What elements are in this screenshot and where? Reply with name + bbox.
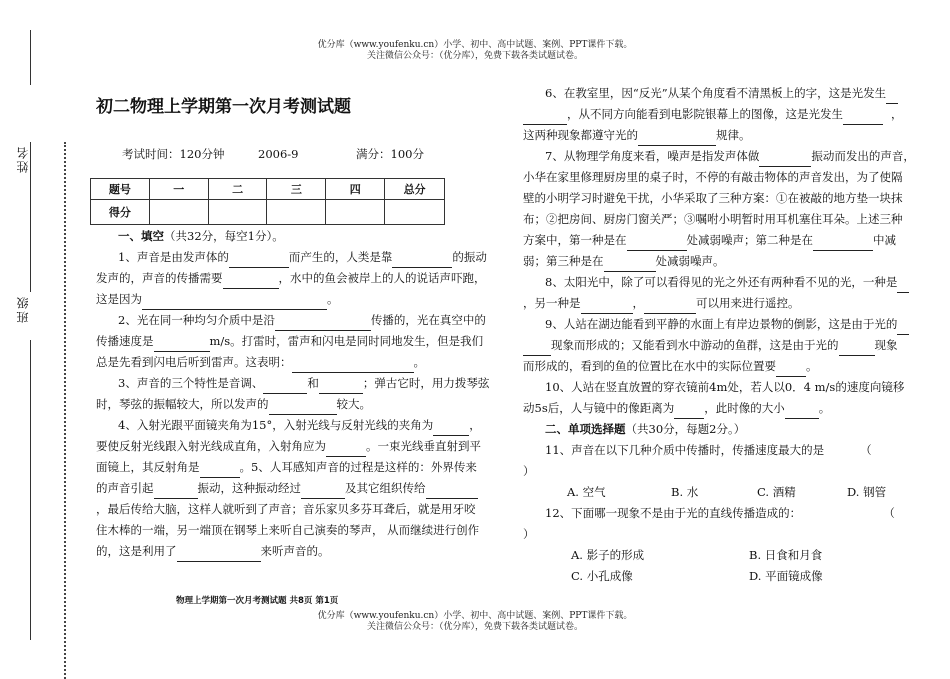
bottom-banner-line2: 关注微信公众号：（优分库），免费下载各类试题试卷。 bbox=[366, 622, 583, 632]
blank[interactable] bbox=[154, 484, 198, 499]
blank[interactable] bbox=[269, 400, 337, 415]
exam-title: 初二物理上学期第一次月考测试题 bbox=[96, 97, 351, 117]
blank[interactable] bbox=[319, 379, 363, 394]
score-header-cell: 总分 bbox=[385, 179, 445, 200]
question-1: 1、声音是由发声体的 而产生的，人类是靠 的振动 bbox=[96, 247, 486, 268]
score-header-cell: 四 bbox=[326, 179, 385, 200]
question-2: 2、光在同一种均匀介质中是沿 传播的，光在真空中的 bbox=[96, 310, 486, 331]
score-table-score-row bbox=[91, 200, 445, 225]
exam-date: 2006-9 bbox=[258, 147, 299, 161]
blank[interactable] bbox=[523, 341, 551, 356]
top-banner bbox=[0, 40, 950, 62]
blank[interactable] bbox=[326, 442, 366, 457]
question-12: 12、下面哪一现象不是由于光的直线传播造成的： （ bbox=[545, 506, 895, 520]
question-6: 6、在教室里，因“反光”从某个角度看不清黑板上的字，这是光发生 bbox=[523, 83, 918, 104]
blank[interactable] bbox=[843, 110, 883, 125]
top-banner-line1: 优分库（www.youfenku.cn）小学、初中、高中试题、案例、PPT课件下载。 bbox=[317, 40, 633, 50]
blank[interactable] bbox=[785, 404, 819, 419]
exam-time: 考试时间：120分钟 bbox=[122, 147, 225, 161]
section2-heading: 二、单项选择题（共30分，每题2分。） bbox=[545, 422, 746, 436]
q11-option-b[interactable]: B. 水 bbox=[671, 485, 699, 499]
blank[interactable] bbox=[223, 274, 279, 289]
blank[interactable] bbox=[263, 379, 307, 394]
score-header-cell: 三 bbox=[267, 179, 326, 200]
blank[interactable] bbox=[759, 152, 811, 167]
q11-option-a[interactable]: A. 空气 bbox=[567, 485, 606, 499]
q11-option-d[interactable]: D. 钢管 bbox=[847, 485, 887, 499]
exam-full-score: 满分：100分 bbox=[356, 147, 424, 161]
blank[interactable] bbox=[813, 236, 873, 251]
name-label: 姓名 bbox=[16, 145, 30, 173]
blank[interactable] bbox=[604, 257, 656, 272]
score-table bbox=[90, 178, 445, 225]
blank[interactable] bbox=[523, 110, 567, 125]
question-9: 9、人站在湖边能看到平静的水面上有岸边景物的倒影，这是由于光的 bbox=[523, 314, 918, 335]
q12-option-a[interactable]: A. 影子的形成 bbox=[571, 548, 645, 562]
blank[interactable] bbox=[229, 253, 289, 268]
binding-dotted-line bbox=[64, 142, 66, 679]
section1-heading: 一、填空（共32分，每空1分）。 bbox=[118, 229, 284, 243]
page-footer: 物理上学期第一次月考测试题 共8页 第1页 bbox=[176, 596, 339, 606]
right-column: 6、在教室里，因“反光”从某个角度看不清黑板上的字，这是光发生 ，从不同方向能看到电影院银幕上的图像，这是光发生 ， 这两种现象都遵守光的 规律。 7、从物理学角度来看，噪声是指发声体做 振动而发出的声音， 小华在家里修理厨房里的桌子时，不停的有敲击物体的声音发出，为了使隔 壁的小明学习时避免干扰，小华采取了三种方案：①在被敲的地方垫一块抹 布；②把房间、厨房门窗关严；③嘱咐小明暂时用耳机塞住耳朵。上述三种 方案中，第一种是在 处减弱噪声；第二种是在 中减 弱；第三种是在 处减弱噪声。 8、太阳光中，除了可以看得见的光之外还有两种看不见的光，一种是 ，另一种是 ， 可以用来进行遥控。 9、人站在湖边能看到平静的水面上有岸边景物的倒影，这是由于光的 现象而形成的；又能看到水中游动的鱼群，这是由于光的 现象 而形成的，看到的鱼的位置比在水中的实际位置要 。 10、人站在竖直放置的穿衣镜前4m处，若人以0．4 m/s的速度向镜移 动5s后，人与镜中的像距离为 ，此时像的大小 。 二、单项选择题（共30分，每题2分。） 11、声音在以下几种介质中传播时，传播速度最大的是 （ ） A. 空气 B. 水 C. 酒精 D. 钢管 12、下面哪一现象不是由于光的直线传播造成的： （ ） A. 影子的形成 B. 日食和月食 C. 小孔成像 D. 平面镜成像 bbox=[523, 83, 918, 587]
q12-options-row1 bbox=[523, 545, 918, 566]
blank[interactable] bbox=[154, 337, 210, 352]
blank[interactable] bbox=[292, 358, 414, 373]
blank[interactable] bbox=[301, 484, 345, 499]
blank[interactable] bbox=[886, 89, 898, 104]
question-11: 11、声音在以下几种介质中传播时，传播速度最大的是 （ bbox=[545, 443, 872, 457]
blank[interactable] bbox=[644, 299, 696, 314]
blank[interactable] bbox=[638, 131, 716, 146]
blank[interactable] bbox=[897, 320, 909, 335]
blank[interactable] bbox=[275, 316, 371, 331]
class-label: 班级 bbox=[16, 295, 30, 323]
blank[interactable] bbox=[581, 299, 633, 314]
score-cell[interactable] bbox=[267, 200, 326, 225]
blank[interactable] bbox=[776, 362, 806, 377]
score-table-header-row bbox=[91, 179, 445, 200]
question-7: 7、从物理学角度来看，噪声是指发声体做 振动而发出的声音， bbox=[523, 146, 918, 167]
question-4: 4、入射光跟平面镜夹角为15°，入射光线与反射光线的夹角为 ， bbox=[96, 415, 486, 436]
score-header-cell: 一 bbox=[149, 179, 208, 200]
blank[interactable] bbox=[627, 236, 687, 251]
binding-line-top bbox=[30, 30, 31, 85]
score-header-cell: 题号 bbox=[91, 179, 150, 200]
question-8: 8、太阳光中，除了可以看得见的光之外还有两种看不见的光，一种是 bbox=[523, 272, 918, 293]
score-row-label: 得分 bbox=[91, 200, 150, 225]
score-cell[interactable] bbox=[326, 200, 385, 225]
score-cell[interactable] bbox=[149, 200, 208, 225]
bottom-banner-line1: 优分库（www.youfenku.cn）小学、初中、高中试题、案例、PPT课件下载。 bbox=[317, 611, 633, 621]
q12-option-c[interactable]: C. 小孔成像 bbox=[571, 569, 633, 583]
blank[interactable] bbox=[839, 341, 875, 356]
blank[interactable] bbox=[392, 253, 452, 268]
top-banner-line2: 关注微信公众号：（优分库），免费下载各类试题试卷。 bbox=[366, 51, 583, 61]
blank[interactable] bbox=[897, 278, 909, 293]
blank[interactable] bbox=[142, 295, 327, 310]
score-cell[interactable] bbox=[208, 200, 267, 225]
left-column: 一、填空（共32分，每空1分）。 1、声音是由发声体的 而产生的，人类是靠 的振动 发声的，声音的传播需要 ，水中的鱼会被岸上的人的说话声吓跑， 这是因为 。 2、光在同一种均匀介质中是沿 传播的，光在真空中的 传播速度是 m/s。打雷时，雷声和闪电是同时同地发生，但是我们 总是先看到闪电后听到雷声。这表明： 。 3、声音的三个特性是音调、 和 ；弹古它时，用力拨琴弦 时，琴弦的振幅较大，所以发声的 较大。 4、入射光跟平面镜夹角为15°，入射光线与反射光线的夹角为 ， 要使反射光线跟入射光线成直角，入射角应为 。一束光线垂直射到平 面镜上，其反射角是 。5、人耳感知声音的过程是这样的：外界传来 的声音引起 振动，这种振动经过 及其它组织传给 ，最后传给大脑，这样人就听到了声音；音乐家贝多芬耳聋后，就是用牙咬 住木棒的一端，另一端顶在钢琴上来听自己演奏的琴声， 从而继续进行创作 的，这是利用了 来听声音的。 bbox=[96, 226, 486, 562]
score-header-cell: 二 bbox=[208, 179, 267, 200]
question-3: 3、声音的三个特性是音调、 和 ；弹古它时，用力拨琴弦 bbox=[96, 373, 486, 394]
q12-option-d[interactable]: D. 平面镜成像 bbox=[749, 569, 823, 583]
q12-option-b[interactable]: B. 日食和月食 bbox=[749, 548, 823, 562]
blank[interactable] bbox=[433, 421, 469, 436]
q11-option-c[interactable]: C. 酒精 bbox=[757, 485, 796, 499]
blank[interactable] bbox=[177, 547, 261, 562]
blank[interactable] bbox=[674, 404, 704, 419]
question-10: 10、人站在竖直放置的穿衣镜前4m处，若人以0．4 m/s的速度向镜移 bbox=[545, 380, 905, 394]
binding-line-bottom bbox=[30, 340, 31, 640]
bottom-banner bbox=[0, 611, 950, 633]
score-cell[interactable] bbox=[385, 200, 445, 225]
blank[interactable] bbox=[426, 484, 478, 499]
blank[interactable] bbox=[200, 463, 240, 478]
q11-options bbox=[523, 482, 918, 503]
q12-options-row2 bbox=[523, 566, 918, 587]
